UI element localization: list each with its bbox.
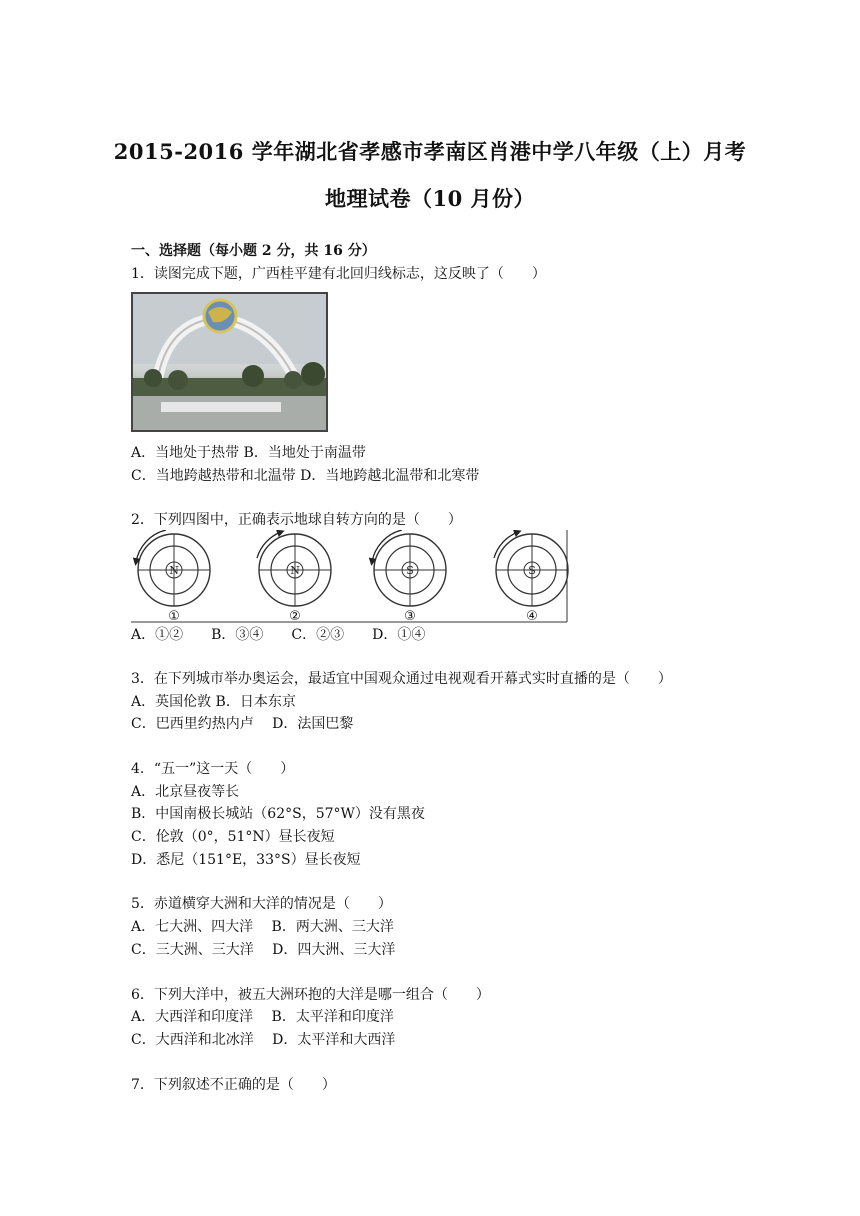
earth-rotation-diagrams bbox=[131, 530, 571, 624]
question-1-stem: 1．读图完成下题，广西桂平建有北回归线标志，这反映了（ ） bbox=[131, 266, 546, 282]
question-7-stem: 7．下列叙述不正确的是（ ） bbox=[131, 1077, 336, 1093]
question-1-option-line-1: A．当地处于热带 B．当地处于南温带 bbox=[131, 445, 366, 461]
tropic-of-cancer-monument-photo bbox=[131, 292, 328, 432]
globe-3 bbox=[372, 530, 446, 624]
question-6-stem: 6．下列大洋中，被五大洲环抱的大洋是哪一组合（ ） bbox=[131, 987, 490, 1003]
question-5-option-line-1: A．七大洲、四大洋 B．两大洲、三大洋 bbox=[131, 919, 394, 935]
globe-pole-label: N bbox=[290, 564, 300, 577]
globe-number-label: ③ bbox=[404, 609, 416, 624]
question-4-option-a: A．北京昼夜等长 bbox=[131, 784, 240, 800]
question-4-option-b: B．中国南极长城站（62°S，57°W）没有黑夜 bbox=[131, 806, 425, 822]
question-3-option-line-1: A．英国伦敦 B．日本东京 bbox=[131, 694, 296, 710]
document-title-line-1: 2015-2016 学年湖北省孝感市孝南区肖港中学八年级（上）月考 bbox=[113, 139, 747, 164]
document-title-line-2: 地理试卷（10 月份） bbox=[324, 186, 536, 211]
section-heading: 一、选择题（每小题 2 分，共 16 分） bbox=[131, 243, 376, 259]
question-4-option-c: C．伦敦（0°，51°N）昼长夜短 bbox=[131, 829, 335, 845]
globe-number-label: ② bbox=[289, 609, 301, 624]
globe-number-label: ④ bbox=[526, 609, 538, 624]
monument-illustration bbox=[133, 294, 326, 430]
globe-pole-label: S bbox=[528, 564, 536, 577]
question-6-option-line-2: C．大西洋和北冰洋 D．太平洋和大西洋 bbox=[131, 1032, 396, 1048]
question-2-options: A．①② B．③④ C．②③ D．①④ bbox=[131, 627, 426, 643]
globe-pole-label: S bbox=[406, 564, 414, 577]
question-4-stem: 4．“五一”这一天（ ） bbox=[131, 761, 295, 777]
globe-4 bbox=[494, 532, 568, 624]
globe-1 bbox=[136, 530, 210, 624]
rotation-figure bbox=[131, 530, 571, 624]
question-2-stem: 2．下列四图中，正确表示地球自转方向的是（ ） bbox=[131, 512, 462, 528]
question-5-stem: 5．赤道横穿大洲和大洋的情况是（ ） bbox=[131, 896, 392, 912]
question-6-option-line-1: A．大西洋和印度洋 B．太平洋和印度洋 bbox=[131, 1009, 394, 1025]
question-3-option-line-2: C．巴西里约热内卢 D．法国巴黎 bbox=[131, 716, 354, 732]
question-1-option-line-2: C．当地跨越热带和北温带 D．当地跨越北温带和北寒带 bbox=[131, 468, 480, 484]
globe-2 bbox=[257, 532, 331, 624]
question-3-stem: 3．在下列城市举办奥运会，最适宜中国观众通过电视观看开幕式实时直播的是（ ） bbox=[131, 671, 672, 687]
question-4-option-d: D．悉尼（151°E，33°S）昼长夜短 bbox=[131, 852, 361, 868]
question-5-option-line-2: C．三大洲、三大洋 D．四大洲、三大洋 bbox=[131, 942, 396, 958]
globe-number-label: ① bbox=[168, 609, 180, 624]
globe-pole-label: N bbox=[169, 564, 179, 577]
